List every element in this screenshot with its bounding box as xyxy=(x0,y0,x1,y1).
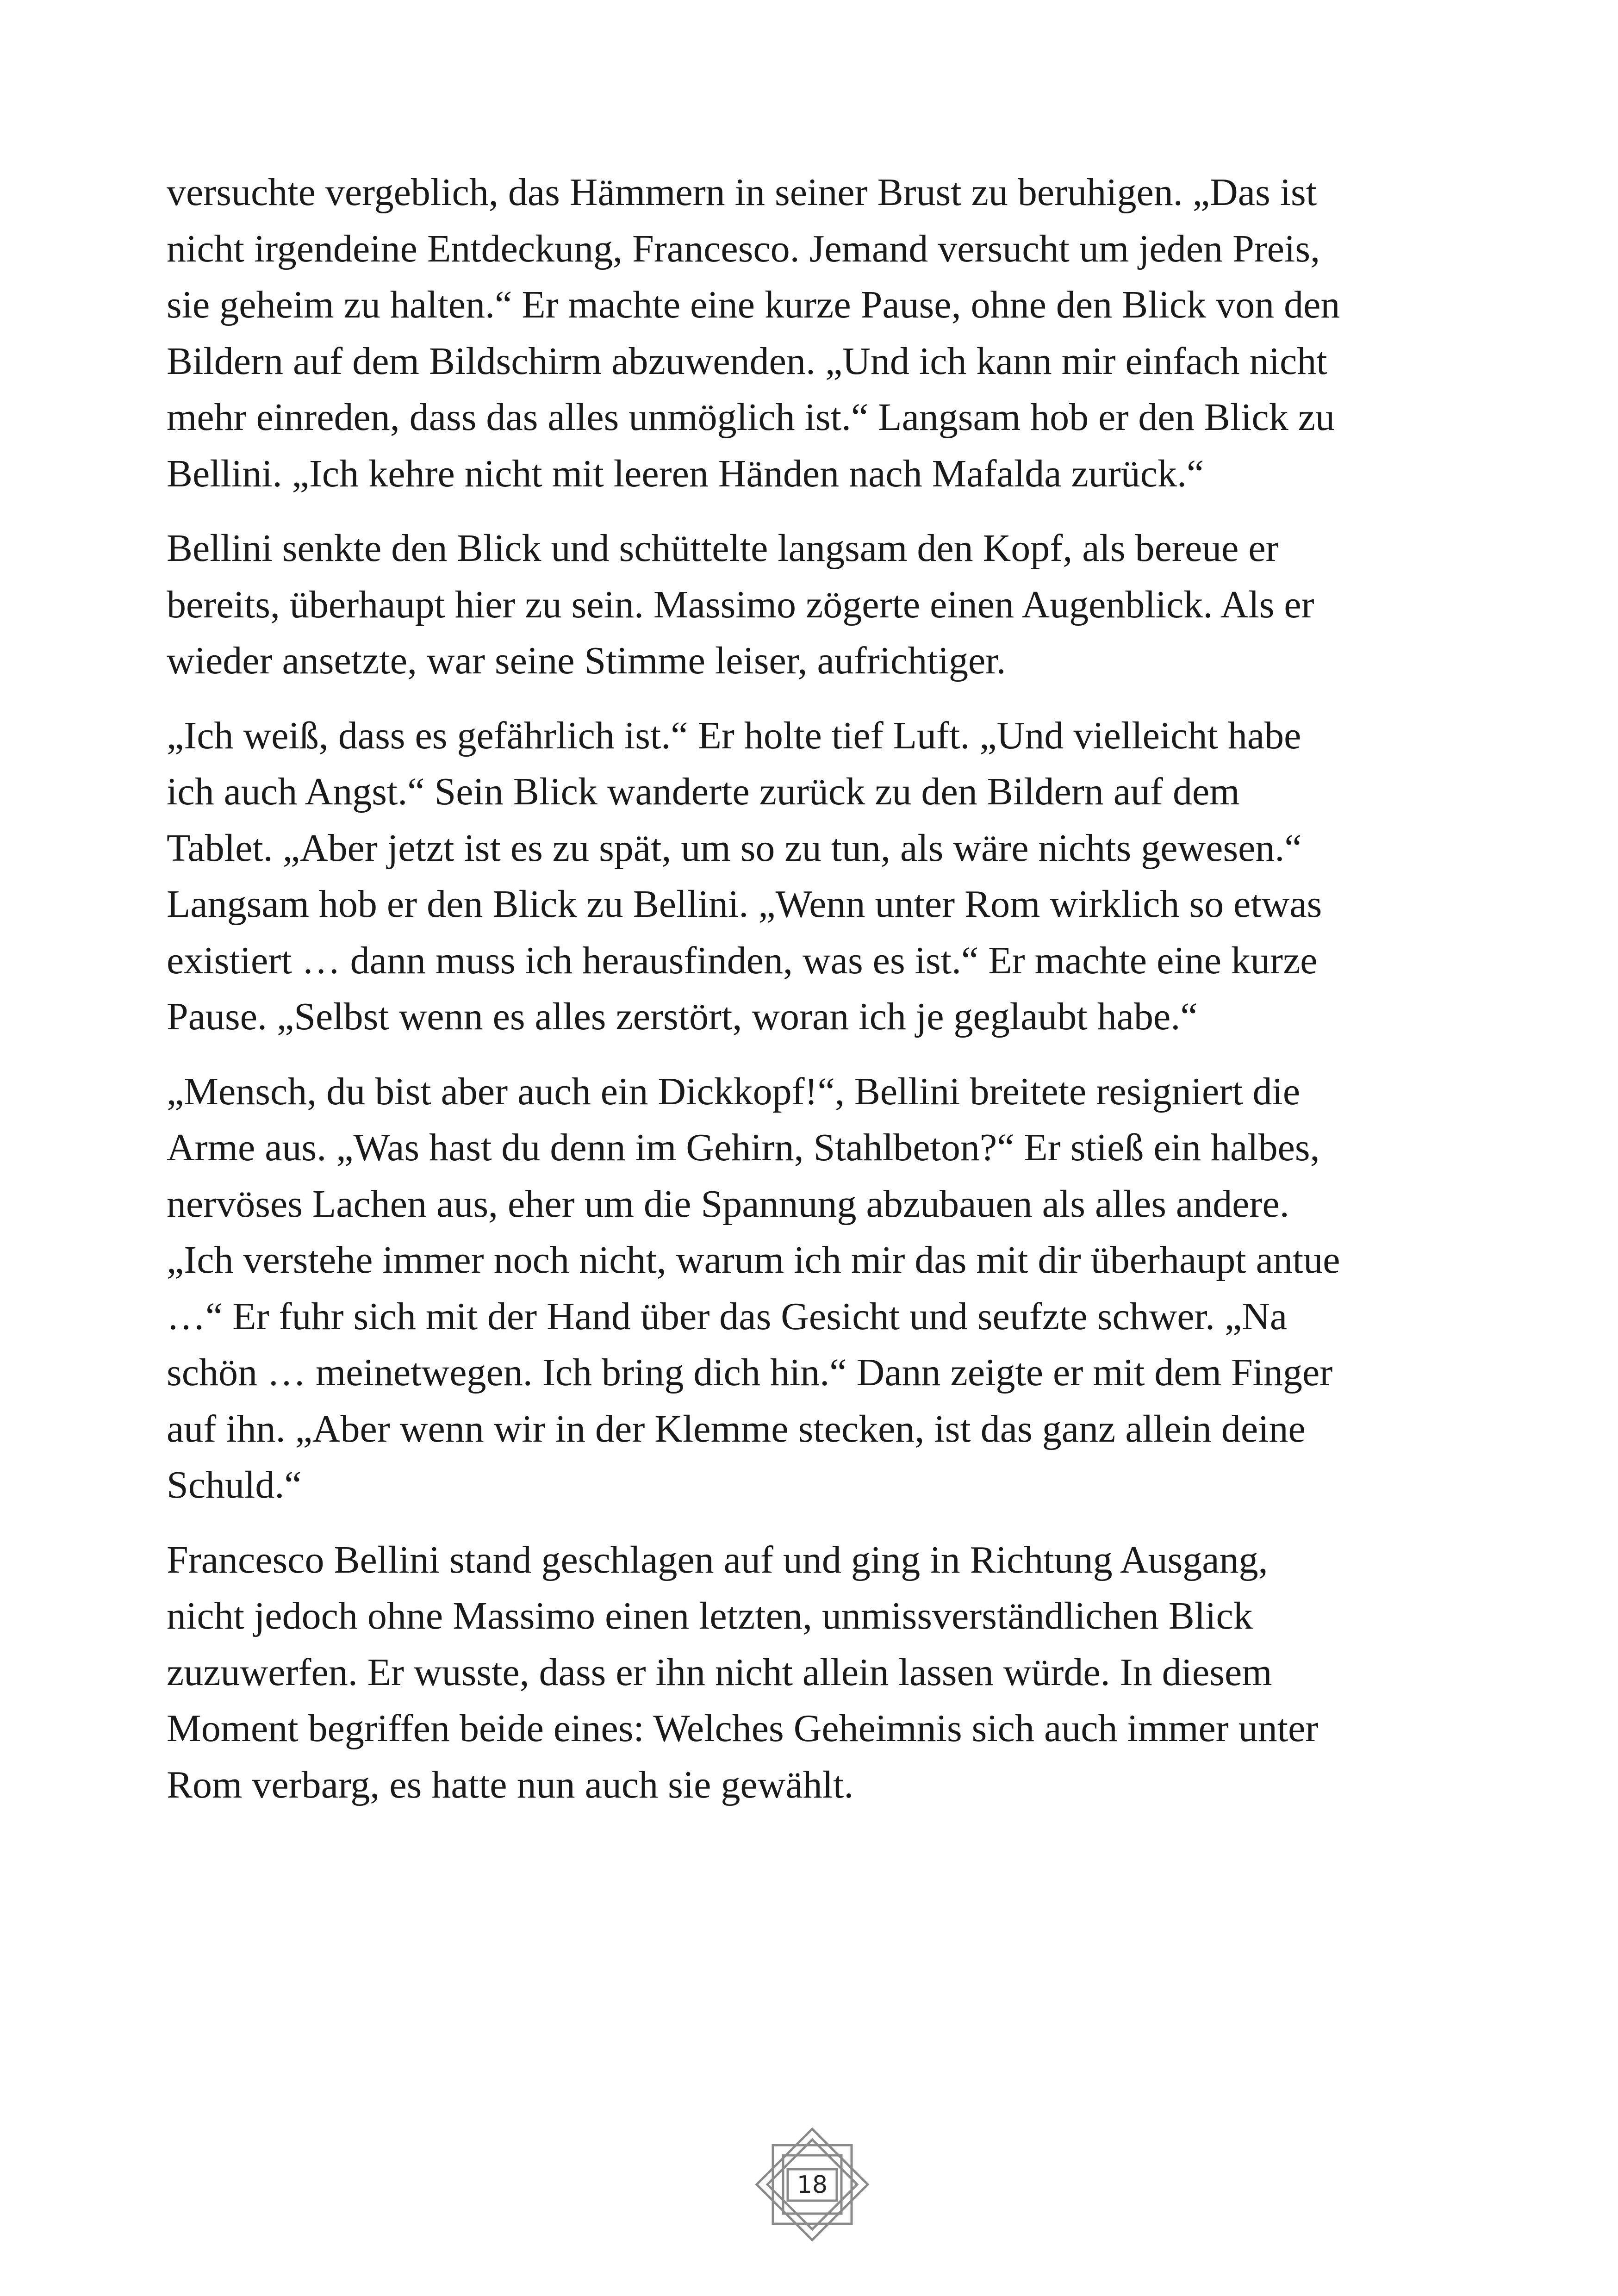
text-line: „Ich verstehe immer noch nicht, warum ich mir das mit dir überhaupt antue xyxy=(167,1238,1340,1282)
text-line: Tablet. „Aber jetzt ist es zu spät, um so zu tun, als wäre nichts gewesen.“ xyxy=(167,826,1302,870)
text-line: wieder ansetzte, war seine Stimme leiser, aufrichtiger. xyxy=(167,639,1006,682)
text-line: versuchte vergeblich, das Hämmern in seiner Brust zu beruhigen. „Das ist xyxy=(167,171,1317,214)
text-line: zuzuwerfen. Er wusste, dass er ihn nicht allein lassen würde. In diesem xyxy=(167,1650,1272,1694)
text-line: nicht irgendeine Entdeckung, Francesco. Jemand versucht um jeden Preis, xyxy=(167,227,1320,270)
paragraph-3 xyxy=(167,708,1476,1045)
text-line: nicht jedoch ohne Massimo einen letzten, unmissverständlichen Blick xyxy=(167,1594,1253,1637)
text-line: „Mensch, du bist aber auch ein Dickkopf!“, Bellini breitete resigniert die xyxy=(167,1070,1301,1113)
page-number: 18 xyxy=(797,2171,828,2199)
text-line: Moment begriffen beide eines: Welches Geheimnis sich auch immer unter xyxy=(167,1707,1319,1750)
text-line: Arme aus. „Was hast du denn im Gehirn, Stahlbeton?“ Er stieß ein halbes, xyxy=(167,1126,1320,1169)
text-line: „Ich weiß, dass es gefährlich ist.“ Er holte tief Luft. „Und vielleicht habe xyxy=(167,714,1301,757)
body-text xyxy=(167,164,1476,1831)
text-line: mehr einreden, dass das alles unmöglich ist.“ Langsam hob er den Blick zu xyxy=(167,396,1335,439)
paragraph-1 xyxy=(167,164,1476,502)
text-line: Bellini senkte den Blick und schüttelte langsam den Kopf, als bereue er xyxy=(167,527,1279,570)
text-line: bereits, überhaupt hier zu sein. Massimo zögerte einen Augenblick. Als er xyxy=(167,583,1314,626)
text-line: Schuld.“ xyxy=(167,1463,302,1506)
text-line: Bellini. „Ich kehre nicht mit leeren Händen nach Mafalda zurück.“ xyxy=(167,452,1204,495)
text-line: ich auch Angst.“ Sein Blick wanderte zurück zu den Bildern auf dem xyxy=(167,770,1240,813)
paragraph-5 xyxy=(167,1532,1476,1813)
text-line: existiert … dann muss ich herausfinden, was es ist.“ Er machte eine kurze xyxy=(167,939,1318,982)
text-line: auf ihn. „Aber wenn wir in der Klemme stecken, ist das ganz allein deine xyxy=(167,1407,1306,1450)
text-line: Pause. „Selbst wenn es alles zerstört, woran ich je geglaubt habe.“ xyxy=(167,995,1198,1038)
text-line: …“ Er fuhr sich mit der Hand über das Gesicht und seufzte schwer. „Na xyxy=(167,1294,1288,1338)
text-line: sie geheim zu halten.“ Er machte eine kurze Pause, ohne den Blick von den xyxy=(167,283,1340,326)
page-number-ornament xyxy=(754,2127,870,2242)
text-line: Langsam hob er den Blick zu Bellini. „Wenn unter Rom wirklich so etwas xyxy=(167,883,1322,926)
text-line: Rom verbarg, es hatte nun auch sie gewählt. xyxy=(167,1763,854,1806)
paragraph-4 xyxy=(167,1064,1476,1513)
text-line: nervöses Lachen aus, eher um die Spannung abzubauen als alles andere. xyxy=(167,1182,1289,1226)
text-line: schön … meinetwegen. Ich bring dich hin.“ Dann zeigte er mit dem Finger xyxy=(167,1351,1333,1394)
text-line: Francesco Bellini stand geschlagen auf und ging in Richtung Ausgang, xyxy=(167,1538,1268,1581)
paragraph-2 xyxy=(167,520,1476,689)
text-line: Bildern auf dem Bildschirm abzuwenden. „Und ich kann mir einfach nicht xyxy=(167,339,1327,383)
